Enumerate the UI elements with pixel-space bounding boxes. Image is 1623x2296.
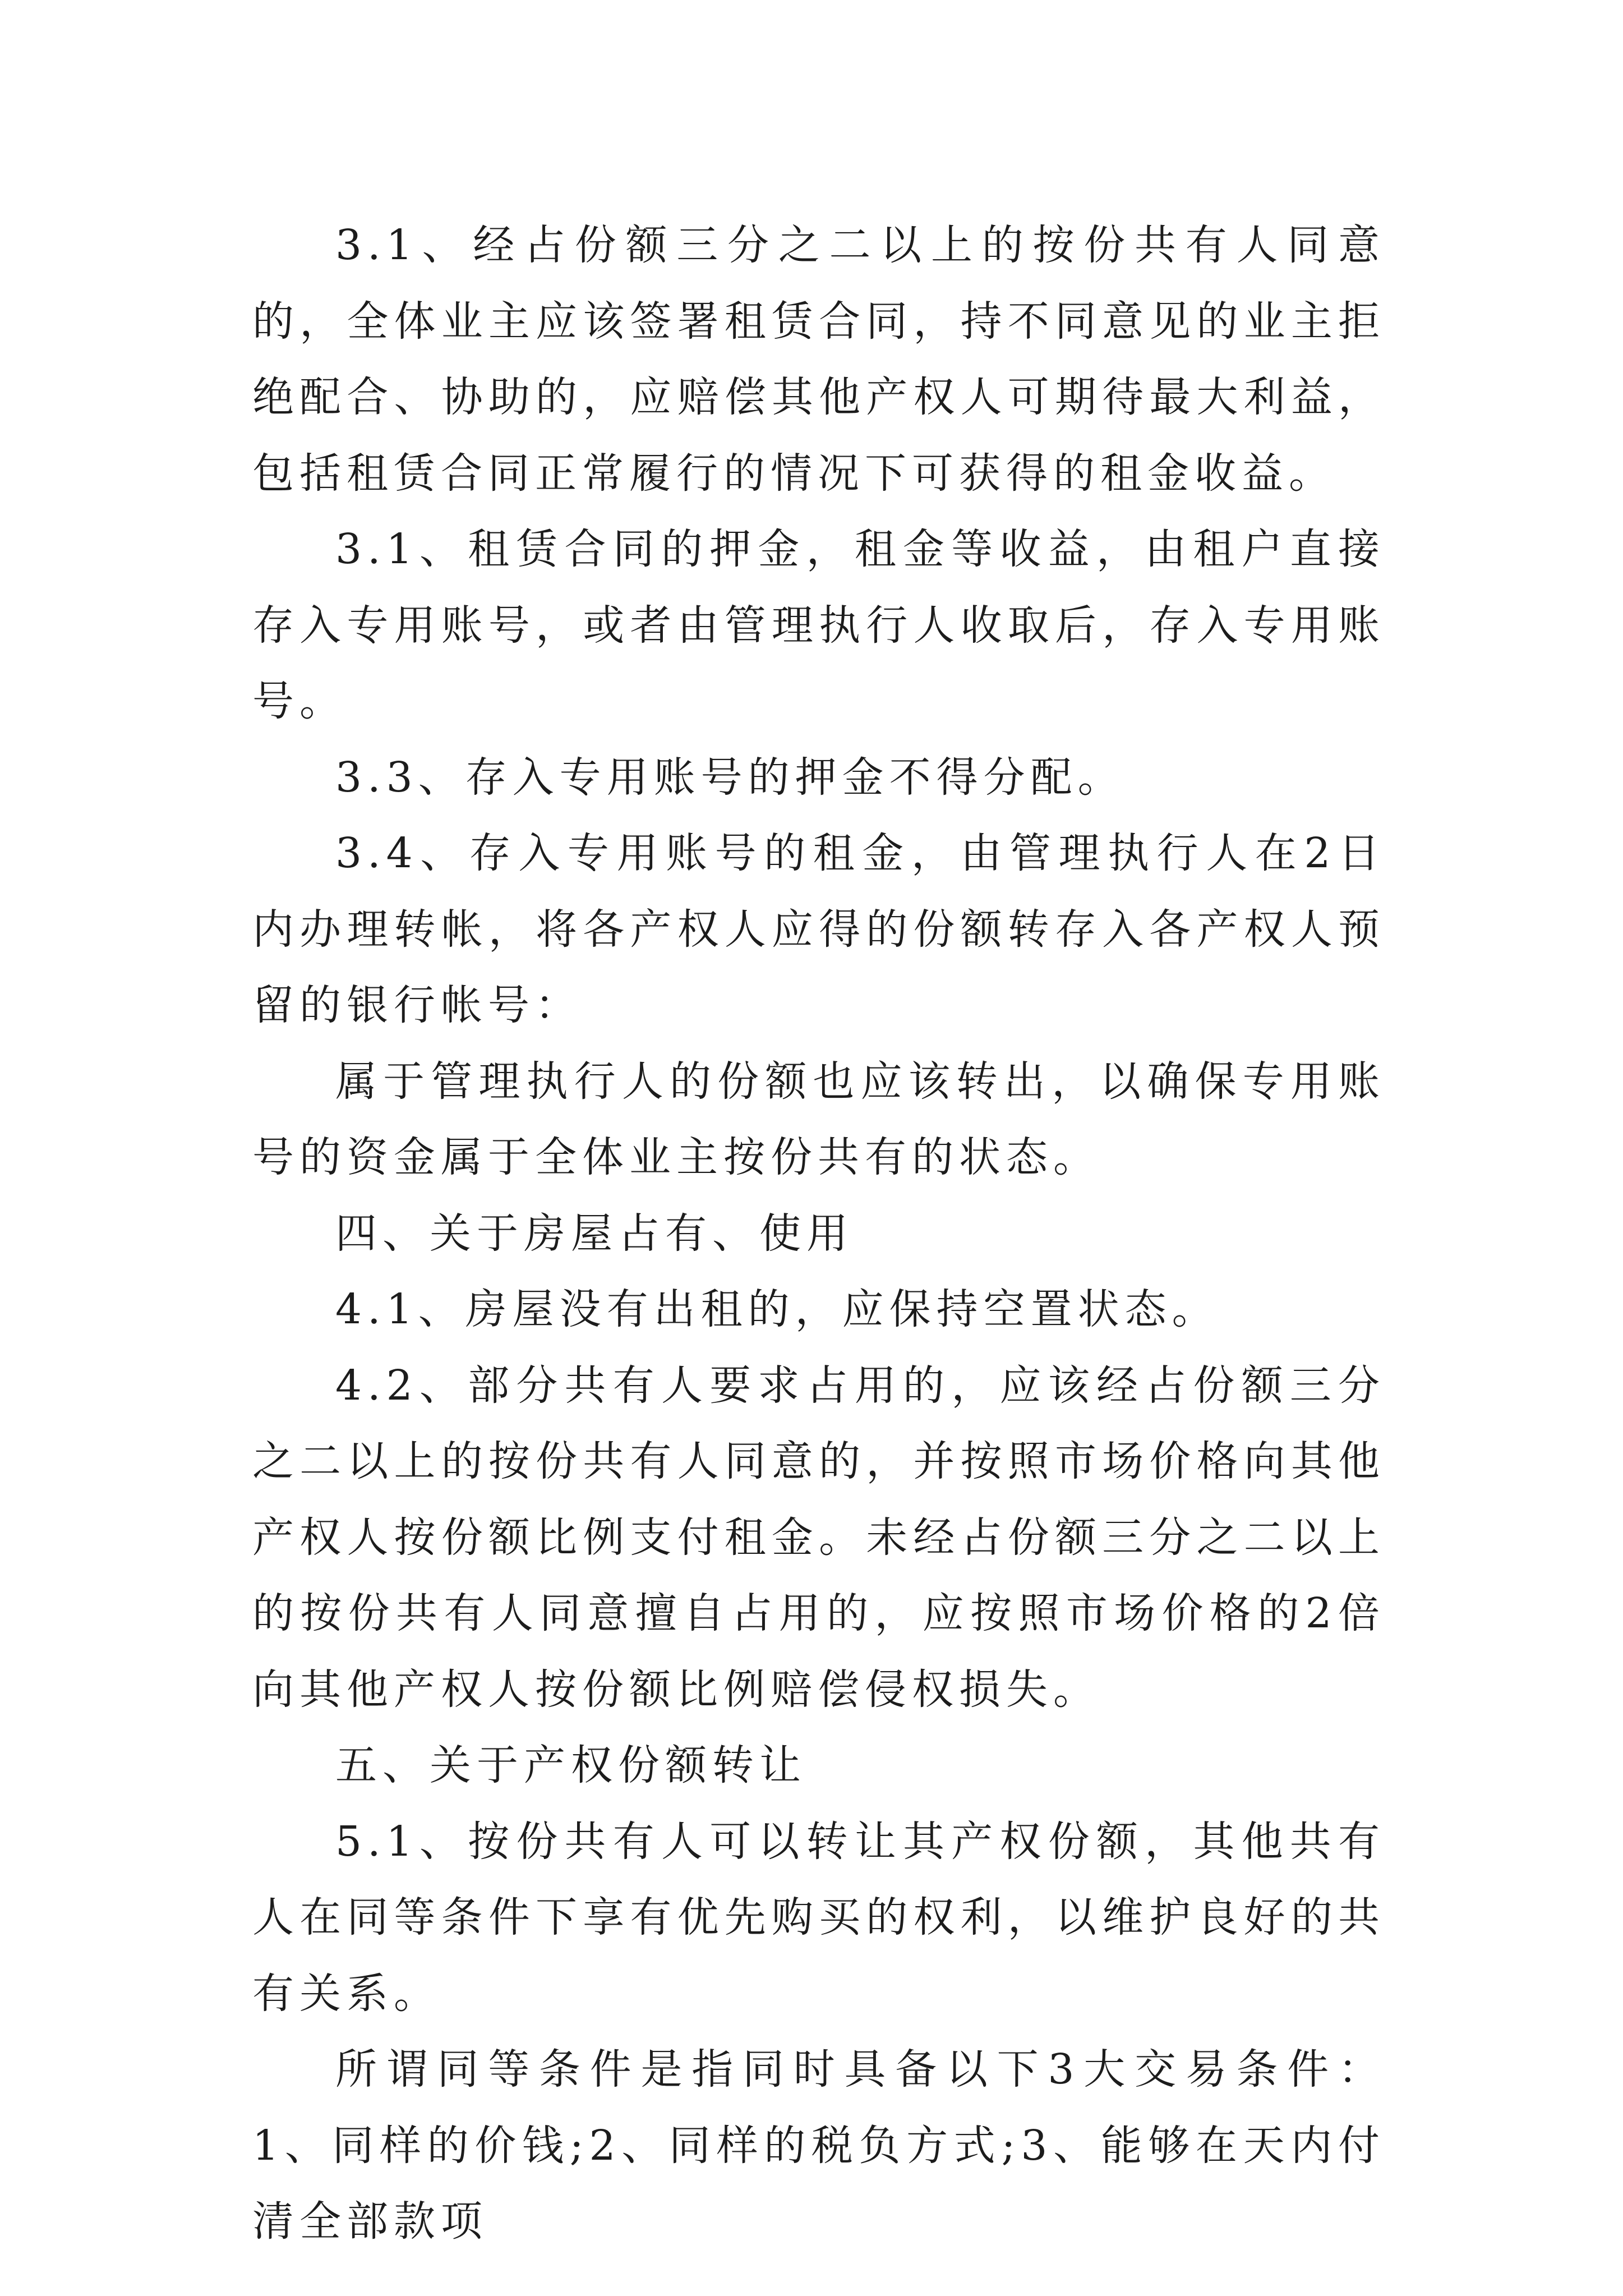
paragraph-manager-share: 属于管理执行人的份额也应该转出，以确保专用账号的资金属于全体业主按份共有的状态。 [252,1057,1385,1181]
paragraph-3-3-deposit-no-distribution: 3.3、存入专用账号的押金不得分配。 [335,753,1125,802]
paragraph-5-1-transfer: 5.1、按份共有人可以转让其产权份额，其他共有人在同等条件下享有优先购买的权利，以维护良好的共有关系。 [252,1817,1385,2018]
paragraph-3-1-lease-consent: 3.1、经占份额三分之二以上的按份共有人同意的，全体业主应该签署租赁合同，持不同意见的业主拒绝配合、协助的，应赔偿其他产权人可期待最大利益，包括租赁合同正常履行的情况下可获得的租金收益。 [252,221,1385,498]
paragraph-3-1-deposit-rent: 3.1、租赁合同的押金，租金等收益，由租户直接存入专用账号，或者由管理执行人收取后，存入专用账号。 [252,525,1385,725]
paragraph-equal-conditions: 所谓同等条件是指同时具备以下3大交易条件：1、同样的价钱;2、同样的税负方式;3、能够在天内付清全部款项 [252,2045,1385,2246]
document-body [252,208,1385,2260]
paragraph-4-1-vacancy: 4.1、房屋没有出租的，应保持空置状态。 [335,1285,1219,1333]
paragraph-3-4-rent-transfer: 3.4、存入专用账号的租金，由管理执行人在2日内办理转帐，将各产权人应得的份额转存入各产权人预留的银行帐号： [252,829,1385,1029]
section-heading-4: 四、关于房屋占有、使用 [335,1209,854,1258]
section-heading-5: 五、关于产权份额转让 [335,1741,806,1789]
paragraph-4-2-occupation: 4.2、部分共有人要求占用的，应该经占份额三分之二以上的按份共有人同意的，并按照市场价格向其他产权人按份额比例支付租金。未经占份额三分之二以上的按份共有人同意擅自占用的，应按照市场价格的2倍向其他产权人按份额比例赔偿侵权损失。 [252,1361,1385,1714]
